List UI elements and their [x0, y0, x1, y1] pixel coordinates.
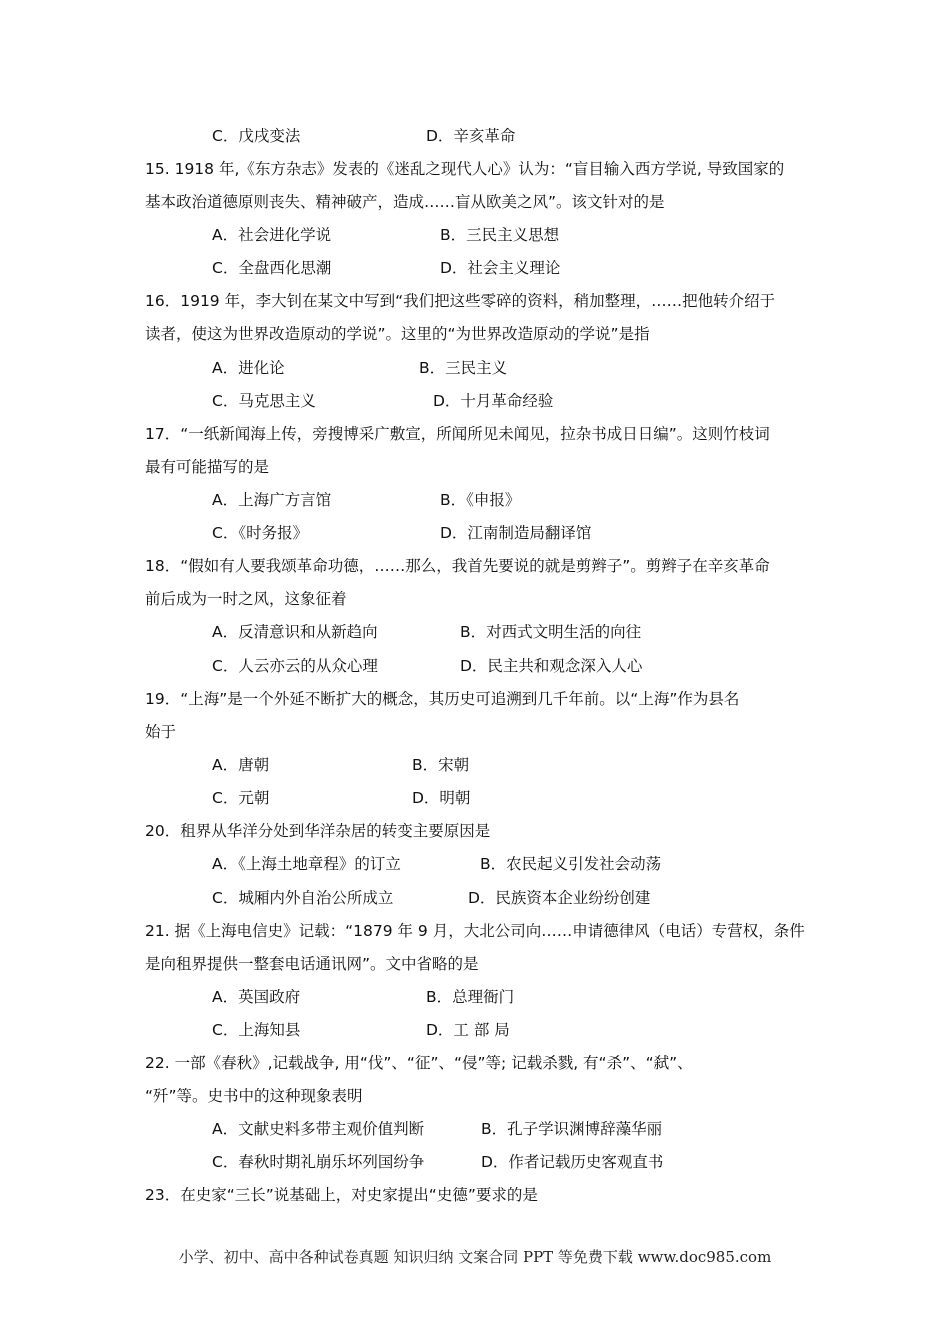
q15-stem-line1: 15. 1918 年,《东方杂志》发表的《迷乱之现代人心》认为：“盲目输入西方学说, 导致国家的 [145, 160, 785, 178]
q17-option-b: B．《申报》 [440, 491, 521, 509]
q18-option-d: D．民主共和观念深入人心 [460, 657, 643, 675]
q21-stem-line1: 21. 据《上海电信史》记载：“1879 年 9 月，大北公司向……申请德律风（电话）专营权，条件 [145, 922, 805, 940]
page-footer: 小学、初中、高中各种试卷真题 知识归纳 文案合同 PPT 等免费下载 www.doc985.com [178, 1248, 772, 1266]
q21-option-b: B．总理衙门 [426, 988, 515, 1006]
q22-option-d: D．作者记载历史客观直书 [481, 1153, 664, 1171]
q16-option-d: D．十月革命经验 [433, 392, 554, 410]
q17-option-a: A．上海广方言馆 [212, 491, 332, 509]
q18-option-b: B．对西式文明生活的向往 [460, 623, 642, 641]
q16-stem-line2: 读者，使这为世界改造原动的学说”。这里的“为世界改造原动的学说”是指 [145, 325, 650, 343]
q18-option-a: A．反清意识和从新趋向 [212, 623, 378, 641]
q19-option-c: C．元朝 [212, 789, 270, 807]
q16-option-b: B．三民主义 [419, 359, 508, 377]
q16-stem-line1: 16．1919 年，李大钊在某文中写到“我们把这些零碎的资料，稍加整理，……把他转介绍于 [145, 292, 776, 310]
q15-option-b: B．三民主义思想 [440, 226, 560, 244]
q15-stem-line2: 基本政治道德原则丧失、精神破产，造成……盲从欧美之风”。该文针对的是 [145, 193, 665, 211]
q18-option-c: C．人云亦云的从众心理 [212, 657, 378, 675]
q20-option-c: C．城厢内外自治公所成立 [212, 889, 394, 907]
q21-stem-line2: 是向租界提供一整套电话通讯网”。文中省略的是 [145, 955, 479, 973]
q18-stem-line1: 18．“假如有人要我颂革命功德，……那么，我首先要说的就是剪辫子”。剪辫子在辛亥革命 [145, 557, 770, 575]
q19-stem-line2: 始于 [145, 723, 177, 741]
q22-option-c: C．春秋时期礼崩乐坏列国纷争 [212, 1153, 425, 1171]
q14-option-d: D．辛亥革命 [426, 127, 516, 145]
q17-option-d: D．江南制造局翻译馆 [440, 524, 592, 542]
q19-option-d: D．明朝 [412, 789, 471, 807]
q18-stem-line2: 前后成为一时之风，这象征着 [145, 590, 347, 608]
q21-option-c: C．上海知县 [212, 1021, 301, 1039]
q23-stem-line1: 23．在史家“三长”说基础上，对史家提出“史德”要求的是 [145, 1186, 538, 1204]
q17-stem-line2: 最有可能描写的是 [145, 458, 270, 476]
q21-option-a: A．英国政府 [212, 988, 301, 1006]
q14-option-c: C．戊戌变法 [212, 127, 301, 145]
q15-option-c: C．全盘西化思潮 [212, 259, 332, 277]
q20-stem-line1: 20．租界从华洋分处到华洋杂居的转变主要原因是 [145, 822, 491, 840]
q22-stem-line1: 22. 一部《春秋》,记载战争, 用“伐”、“征”、“侵”等; 记载杀戮, 有“杀”、“弑”、 [145, 1054, 693, 1072]
q19-option-a: A．唐朝 [212, 756, 270, 774]
q20-option-b: B．农民起义引发社会动荡 [480, 855, 662, 873]
q19-stem-line1: 19．“上海”是一个外延不断扩大的概念，其历史可追溯到几千年前。以“上海”作为县名 [145, 690, 740, 708]
q17-option-c: C．《时务报》 [212, 524, 309, 542]
q16-option-a: A．进化论 [212, 359, 285, 377]
q22-option-b: B．孔子学识渊博辞藻华丽 [481, 1120, 663, 1138]
q21-option-d: D．工 部 局 [426, 1021, 510, 1039]
q16-option-c: C．马克思主义 [212, 392, 316, 410]
q22-option-a: A．文献史料多带主观价值判断 [212, 1120, 425, 1138]
q19-option-b: B．宋朝 [412, 756, 470, 774]
q17-stem-line1: 17．“一纸新闻海上传，旁搜博采广敷宣，所闻所见未闻见，拉杂书成日日编”。这则竹枝词 [145, 425, 770, 443]
q20-option-a: A．《上海土地章程》的订立 [212, 855, 401, 873]
q22-stem-line2: “歼”等。史书中的这种现象表明 [145, 1087, 363, 1105]
q15-option-d: D．社会主义理论 [440, 259, 561, 277]
q20-option-d: D．民族资本企业纷纷创建 [468, 889, 651, 907]
q15-option-a: A．社会进化学说 [212, 226, 332, 244]
